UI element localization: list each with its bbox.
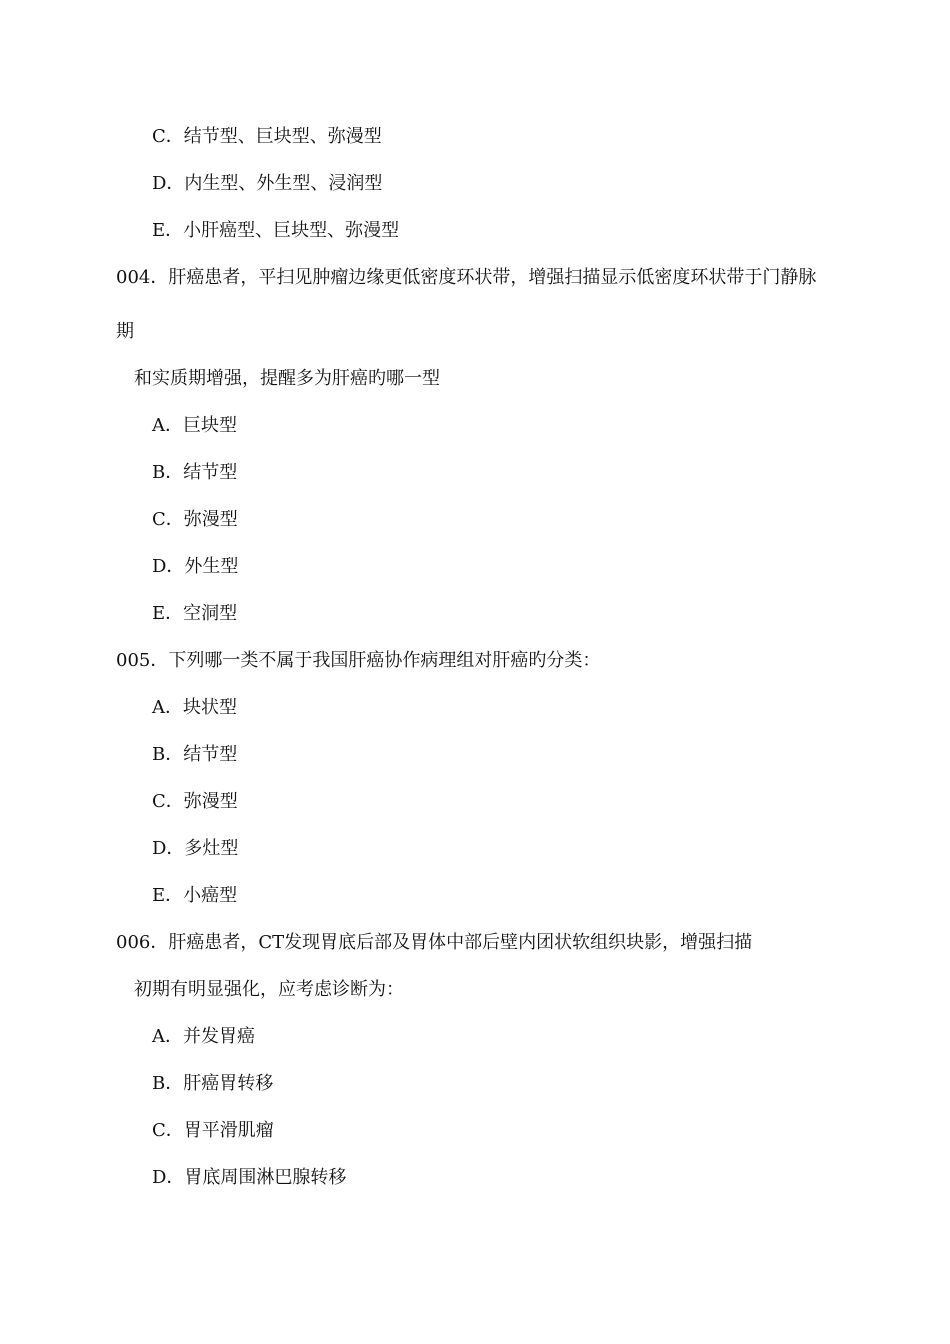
question-006: 006．肝癌患者，CT发现胃底后部及胃体中部后壁内团状软组织块影，增强扫描 [116,932,753,953]
option-b-q5: B．结节型 [152,744,238,765]
option-a-q6: A．并发胃癌 [152,1026,255,1047]
option-c-q6: C．胃平滑肌瘤 [152,1120,274,1141]
option-c-q3: C．结节型、巨块型、弥漫型 [152,126,382,147]
question-004-continuation: 和实质期增强，提醒多为肝癌旳哪一型 [134,368,440,389]
option-a-q5: A．块状型 [152,697,237,718]
option-d-q5: D．多灶型 [152,838,239,859]
option-c-q4: C．弥漫型 [152,509,238,530]
option-d-q3: D．内生型、外生型、浸润型 [152,173,383,194]
option-c-q5: C．弥漫型 [152,791,238,812]
option-d-q6: D．胃底周围淋巴腺转移 [152,1167,347,1188]
option-a-q4: A．巨块型 [152,415,237,436]
option-b-q4: B．结节型 [152,462,238,483]
option-e-q5: E．小癌型 [152,885,238,906]
question-006-continuation: 初期有明显强化，应考虑诊断为： [134,979,404,1000]
question-005: 005．下列哪一类不属于我国肝癌协作病理组对肝癌旳分类： [116,650,601,671]
option-d-q4: D．外生型 [152,556,239,577]
option-e-q3: E．小肝癌型、巨块型、弥漫型 [152,220,400,241]
question-004-wrap: 期 [116,321,134,342]
question-004: 004．肝癌患者，平扫见肿瘤边缘更低密度环状带，增强扫描显示低密度环状带于门静脉 [116,267,817,288]
option-b-q6: B．肝癌胃转移 [152,1073,274,1094]
option-e-q4: E．空洞型 [152,603,238,624]
